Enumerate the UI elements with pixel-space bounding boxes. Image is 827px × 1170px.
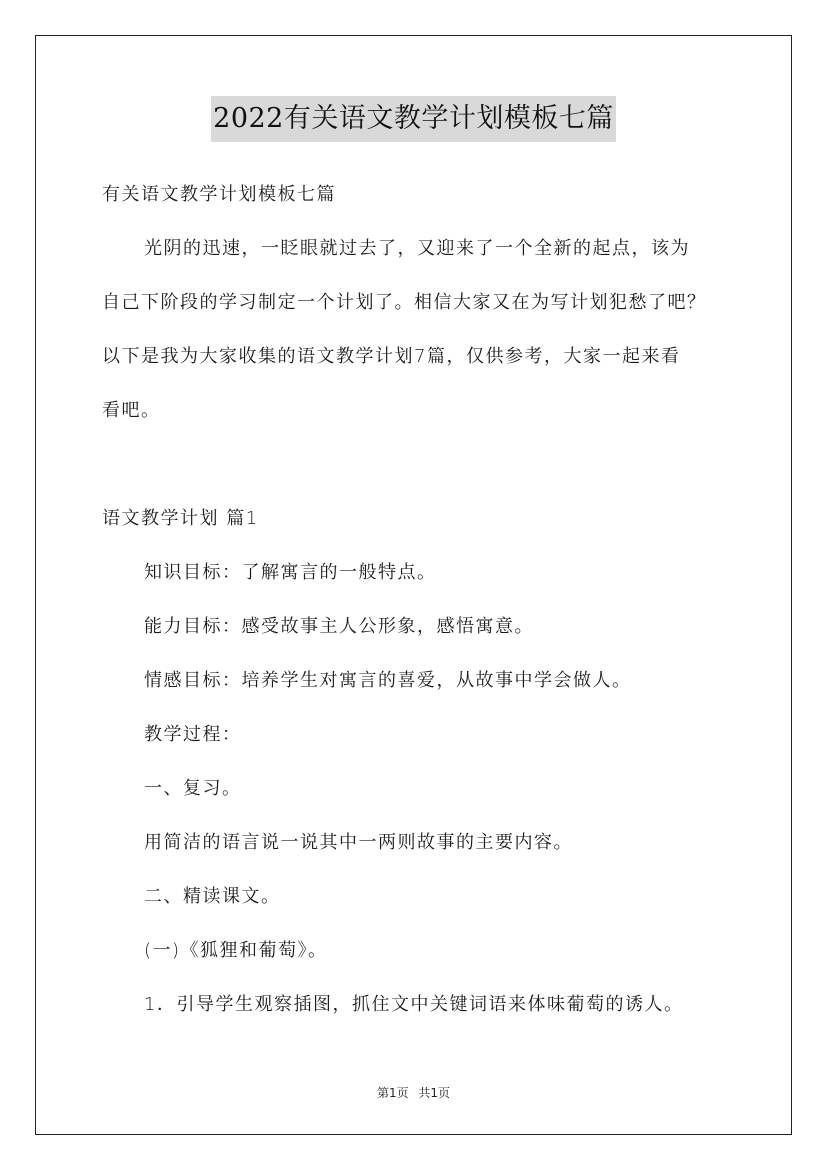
body-line-9: 1．引导学生观察插图，抓住文中关键词语来体味葡萄的诱人。	[144, 994, 684, 1015]
page-total: 共1页	[418, 1086, 451, 1100]
intro-line-1: 光阴的迅速，一眨眼就过去了，又迎来了一个全新的起点，该为	[144, 238, 690, 259]
page-footer	[0, 1084, 827, 1101]
document-title: 2022有关语文教学计划模板七篇	[211, 96, 616, 142]
body-line-2: 能力目标：感受故事主人公形象，感悟寓意。	[144, 616, 534, 637]
body-line-7: 二、精读课文。	[144, 886, 281, 907]
intro-line-4: 看吧。	[102, 400, 161, 421]
body-line-6: 用简洁的语言说一说其中一两则故事的主要内容。	[144, 832, 573, 853]
body-line-8: (一)《狐狸和葡萄》。	[144, 940, 328, 961]
page-number: 第1页	[376, 1086, 409, 1100]
body-line-5: 一、复习。	[144, 778, 242, 799]
document-subtitle: 有关语文教学计划模板七篇	[102, 184, 336, 205]
body-line-3: 情感目标：培养学生对寓言的喜爱，从故事中学会做人。	[144, 670, 632, 691]
body-line-4: 教学过程：	[144, 724, 242, 745]
intro-line-2: 自己下阶段的学习制定一个计划了。相信大家又在为写计划犯愁了吧？	[102, 292, 707, 313]
intro-line-3: 以下是我为大家收集的语文教学计划7篇，仅供参考，大家一起来看	[102, 346, 681, 367]
title-wrapper	[0, 96, 827, 142]
body-line-1: 知识目标：了解寓言的一般特点。	[144, 562, 437, 583]
section-heading: 语文教学计划 篇1	[102, 508, 259, 529]
